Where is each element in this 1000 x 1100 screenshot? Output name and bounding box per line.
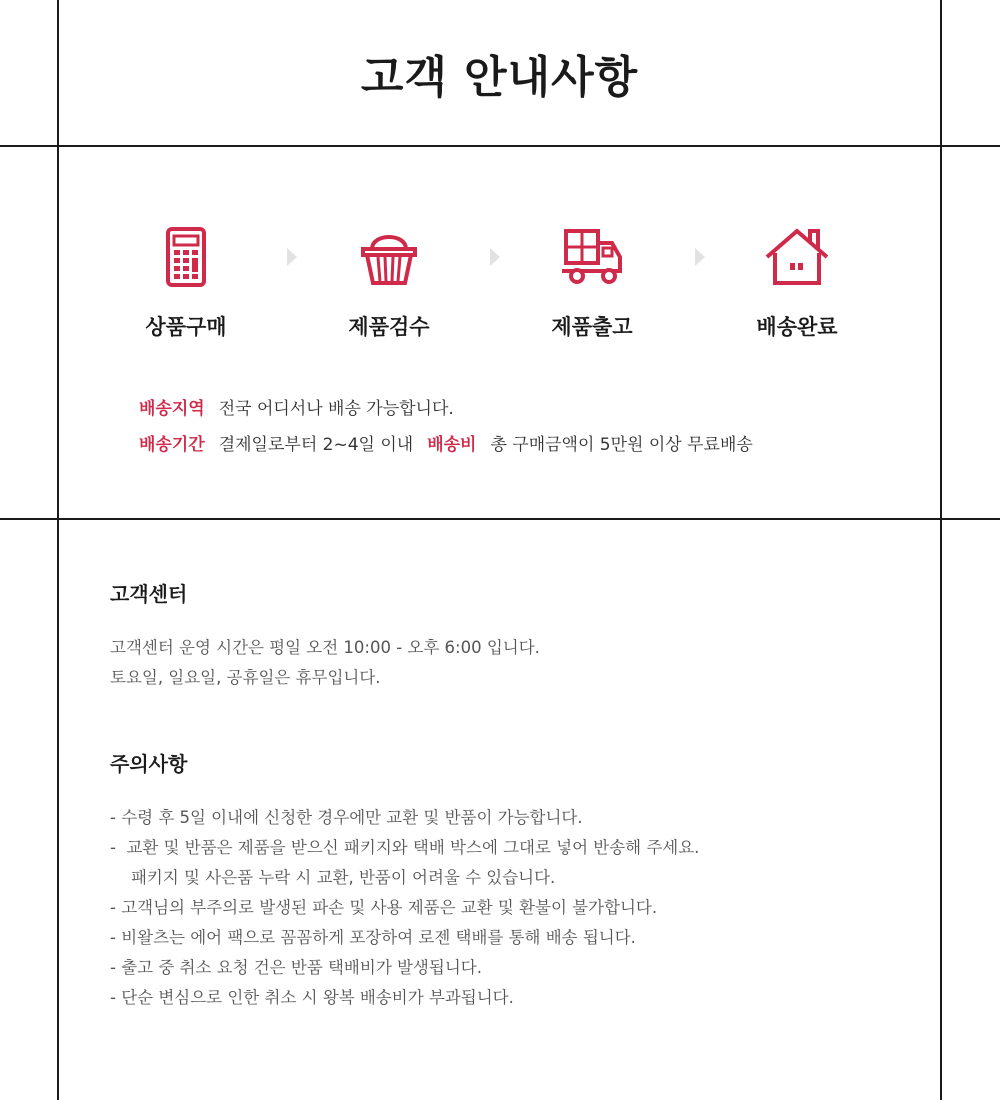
- step-label: 제품검수: [348, 315, 430, 339]
- step-purchase: [106, 225, 266, 341]
- shipping-region-key: 배송지역: [139, 399, 205, 419]
- shipping-region-value: 전국 어디서나 배송 가능합니다.: [218, 399, 454, 419]
- step-inspection: [309, 225, 469, 341]
- calculator-icon: [151, 225, 221, 289]
- step-delivered: [717, 225, 877, 341]
- list-item: - 고객님의 부주의로 발생된 파손 및 사용 제품은 교환 및 환불이 불가합니다.: [110, 898, 658, 917]
- list-item: - 출고 중 취소 요청 건은 반품 택배비가 발생됩니다.: [110, 958, 482, 977]
- list-item: - 수령 후 5일 이내에 신청한 경우에만 교환 및 반품이 가능합니다.: [110, 808, 583, 827]
- caution-heading: 주의사항: [110, 752, 188, 776]
- list-item: - 단순 변심으로 인한 취소 시 왕복 배송비가 부과됩니다.: [110, 988, 514, 1007]
- arrow-right-icon: [695, 248, 705, 266]
- list-item: - 비왈츠는 에어 팩으로 꼼꼼하게 포장하여 로젠 택배를 통해 배송 됩니다.: [110, 928, 636, 947]
- shipping-period-key: 배송기간: [139, 435, 205, 455]
- step-label: 제품출고: [551, 315, 633, 339]
- delivery-steps-section: [59, 147, 940, 518]
- list-item: 패키지 및 사은품 누락 시 교환, 반품이 어려울 수 있습니다.: [110, 868, 556, 887]
- house-icon: [762, 225, 832, 289]
- shipping-fee-key: 배송비: [427, 435, 477, 455]
- caution-list: [110, 803, 699, 1013]
- text-line: 고객센터 운영 시간은 평일 오전 10:00 - 오후 6:00 입니다.: [110, 638, 540, 657]
- arrow-right-icon: [287, 248, 297, 266]
- shipping-period-value: 결제일로부터 2~4일 이내: [218, 435, 414, 455]
- shipping-fee-value: 총 구매금액이 5만원 이상 무료배송: [490, 435, 753, 455]
- step-label: 배송완료: [756, 315, 838, 339]
- customer-center-heading: 고객센터: [110, 582, 188, 606]
- list-item: - 교환 및 반품은 제품을 받으신 패키지와 택배 박스에 그대로 넣어 반송해 주세요.: [110, 838, 700, 857]
- page-title: 고객 안내사항: [360, 51, 639, 103]
- step-label: 상품구매: [145, 315, 227, 339]
- arrow-right-icon: [490, 248, 500, 266]
- text-line: 토요일, 일요일, 공휴일은 휴무입니다.: [110, 668, 381, 687]
- basket-icon: [354, 225, 424, 289]
- step-shipment: [512, 225, 672, 341]
- customer-center-text: [110, 633, 540, 693]
- frame-right-border: [940, 0, 942, 1100]
- notice-section: [59, 520, 940, 1100]
- delivery-truck-icon: [557, 225, 627, 289]
- shipping-period-row: [139, 430, 753, 455]
- shipping-region-row: [139, 394, 454, 419]
